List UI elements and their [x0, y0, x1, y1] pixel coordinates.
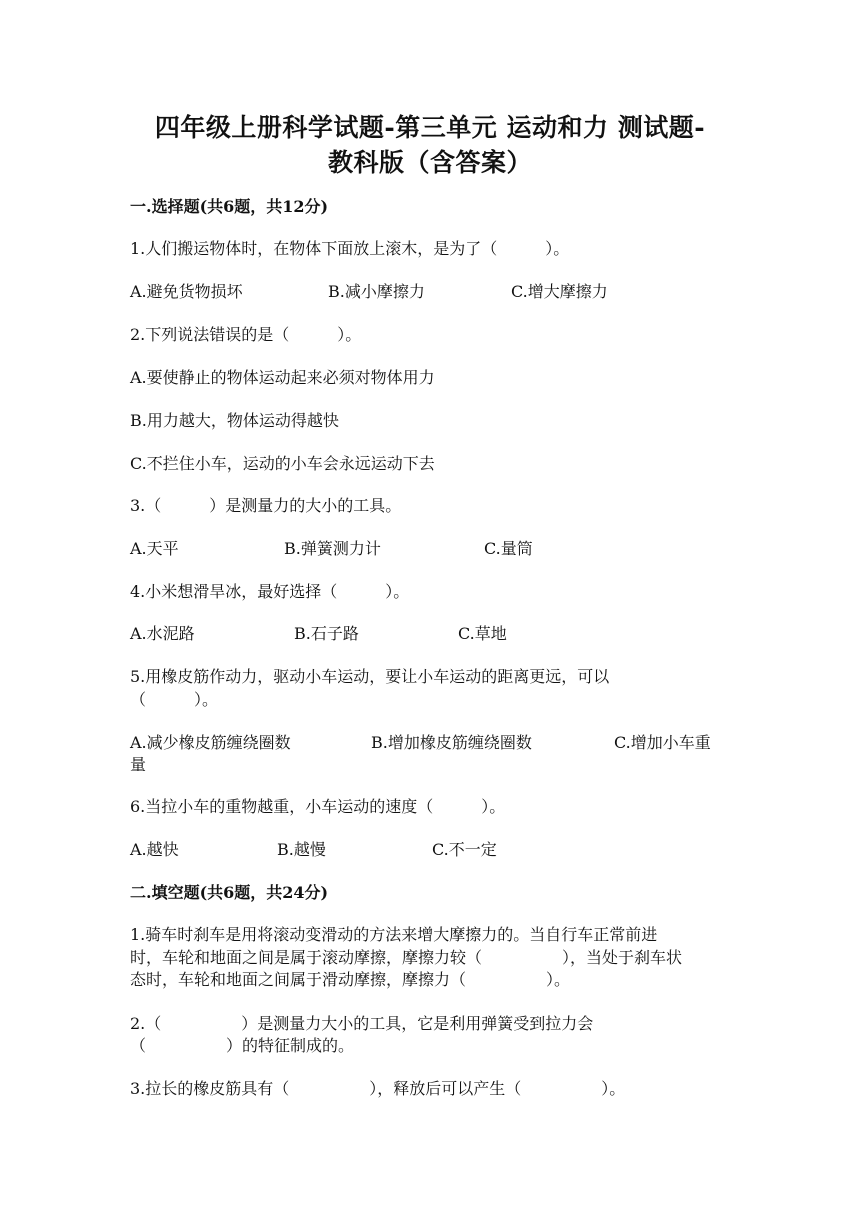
- option-a: A.减少橡皮筋缠绕圈数: [130, 733, 291, 752]
- question-stem: 4.小米想滑旱冰，最好选择（ ）。: [130, 582, 410, 601]
- option-c: C.增大摩擦力: [511, 282, 608, 301]
- option-b: B.越慢: [277, 840, 326, 859]
- document-title-line-2: 教科版（含答案）: [327, 148, 532, 177]
- option-c: C.量筒: [484, 539, 533, 558]
- option-c: C.不拦住小车，运动的小车会永远运动下去: [130, 454, 435, 473]
- option-a: A.越快: [130, 840, 179, 859]
- question-stem: 3.（ ）是测量力的大小的工具。: [130, 496, 402, 515]
- option-a: A.避免货物损坏: [130, 282, 243, 301]
- option-a: A.水泥路: [130, 624, 195, 643]
- fill-question-line: 时，车轮和地面之间是属于滚动摩擦，摩擦力较（ ），当处于刹车状: [130, 948, 683, 967]
- option-a: A.要使静止的物体运动起来必须对物体用力: [130, 368, 435, 387]
- document-title-line-1: 四年级上册科学试题-第三单元 运动和力 测试题-: [154, 113, 706, 142]
- option-b: B.减小摩擦力: [328, 282, 425, 301]
- option-c: C.增加小车重: [614, 733, 711, 752]
- question-stem: 2.下列说法错误的是（ ）。: [130, 325, 362, 344]
- option-b: B.用力越大，物体运动得越快: [130, 411, 339, 430]
- option-b: B.增加橡皮筋缠绕圈数: [371, 733, 532, 752]
- option-c: C.草地: [458, 624, 507, 643]
- question-stem: 1.人们搬运物体时，在物体下面放上滚木，是为了（ ）。: [130, 239, 570, 258]
- option-a: A.天平: [130, 539, 179, 558]
- section-heading-fill-in: 二.填空题(共6题，共24分): [130, 883, 329, 902]
- question-stem: 6.当拉小车的重物越重，小车运动的速度（ ）。: [130, 797, 506, 816]
- fill-question-line: 3.拉长的橡皮筋具有（ ），释放后可以产生（ ）。: [130, 1079, 626, 1098]
- option-c: C.不一定: [432, 840, 497, 859]
- section-heading-choice: 一.选择题(共6题，共12分): [130, 197, 329, 216]
- option-c-wrap: 量: [130, 755, 147, 774]
- question-stem: 5.用橡皮筋作动力，驱动小车运动，要让小车运动的距离更远，可以: [130, 667, 610, 686]
- fill-question-line: 1.骑车时刹车是用将滚动变滑动的方法来增大摩擦力的。当自行车正常前进: [130, 925, 658, 944]
- fill-question-line: （ ）的特征制成的。: [130, 1036, 355, 1055]
- option-b: B.石子路: [294, 624, 359, 643]
- fill-question-line: 态时，车轮和地面之间属于滑动摩擦，摩擦力（ ）。: [130, 970, 571, 989]
- fill-question-line: 2.（ ）是测量力大小的工具，它是利用弹簧受到拉力会: [130, 1014, 594, 1033]
- question-stem-continued: （ ）。: [130, 690, 219, 709]
- option-b: B.弹簧测力计: [284, 539, 381, 558]
